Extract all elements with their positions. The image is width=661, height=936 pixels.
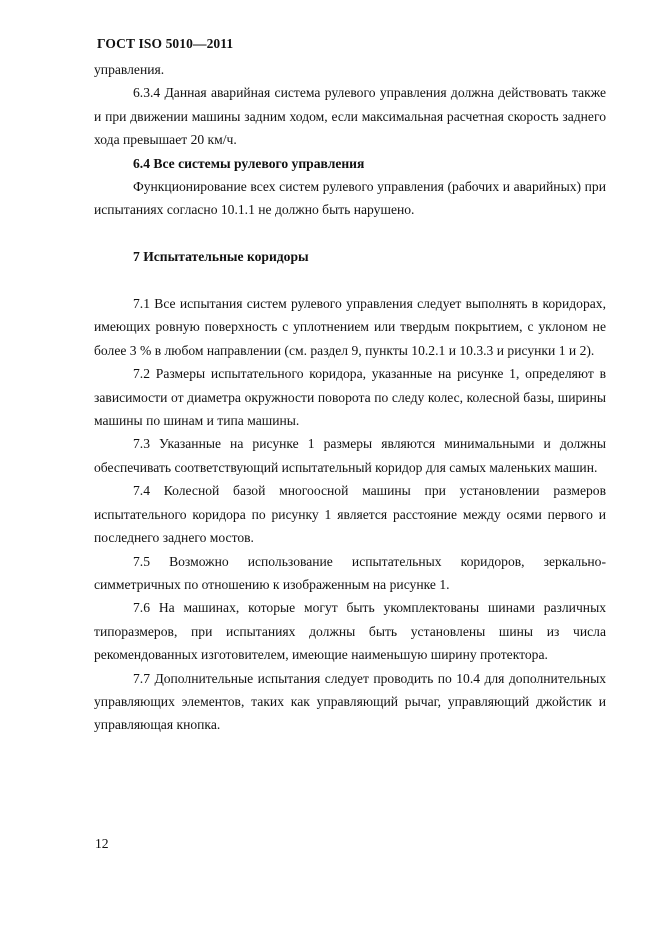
paragraph-7-2: 7.2 Размеры испытательного коридора, указанные на рисунке 1, определяют в зависимости от диаметра окружности поворота по следу колес, колесной базы, ширины машины по шинам и типа машины.: [94, 366, 606, 429]
paragraph-continuation: управления.: [94, 62, 165, 77]
paragraph-7-3: 7.3 Указанные на рисунке 1 размеры являются минимальными и должны обеспечивать соответствующий испытательный коридор для самых маленьких машин.: [94, 436, 606, 475]
spacer: [94, 269, 606, 292]
paragraph-7-1: 7.1 Все испытания систем рулевого управления следует выполнять в коридорах, имеющих ровную поверхность с уплотнением или твердым покрытием, с уклоном не более 3 % в любом направлении (см. раздел 9, пункты 10.2.1 и 10.3.3 и рисунки 1 и 2).: [94, 296, 606, 358]
page-number: 12: [95, 836, 109, 851]
paragraph-7-6: 7.6 На машинах, которые могут быть укомплектованы шинами различных типоразмеров, при испытаниях должны быть установлены шины из числа рекомендованных изготовителем, имеющие наименьшую ширину протектора.: [94, 600, 606, 663]
section-heading-7: 7 Испытательные коридоры: [133, 249, 309, 265]
paragraph-7-5: 7.5 Возможно использование испытательных коридоров, зеркально-симметричных по отношению к изображенным на рисунке 1.: [94, 553, 606, 592]
paragraph-6-4: Функционирование всех систем рулевого управления (рабочих и аварийных) при испытаниях согласно 10.1.1 не должно быть нарушено.: [94, 179, 606, 218]
spacer: [94, 222, 606, 245]
document-body: [94, 58, 606, 737]
paragraph-7-7: 7.7 Дополнительные испытания следует проводить по 10.4 для дополнительных управляющих элементов, таких как управляющий рычаг, управляющий джойстик и управляющая кнопка.: [94, 670, 606, 733]
paragraph-6-3-4: 6.3.4 Данная аварийная система рулевого управления должна действовать также и при движении машины задним ходом, если максимальная расчетная скорость заднего хода превышает 20 км/ч.: [94, 85, 606, 148]
subsection-heading-6-4: 6.4 Все системы рулевого управления: [133, 155, 365, 171]
paragraph-7-4: 7.4 Колесной базой многоосной машины при установлении размеров испытательного коридора по рисунку 1 является расстояние между осями первого и последнего заднего мостов.: [94, 483, 606, 546]
document-code-header: ГОСТ ISO 5010—2011: [97, 36, 234, 51]
